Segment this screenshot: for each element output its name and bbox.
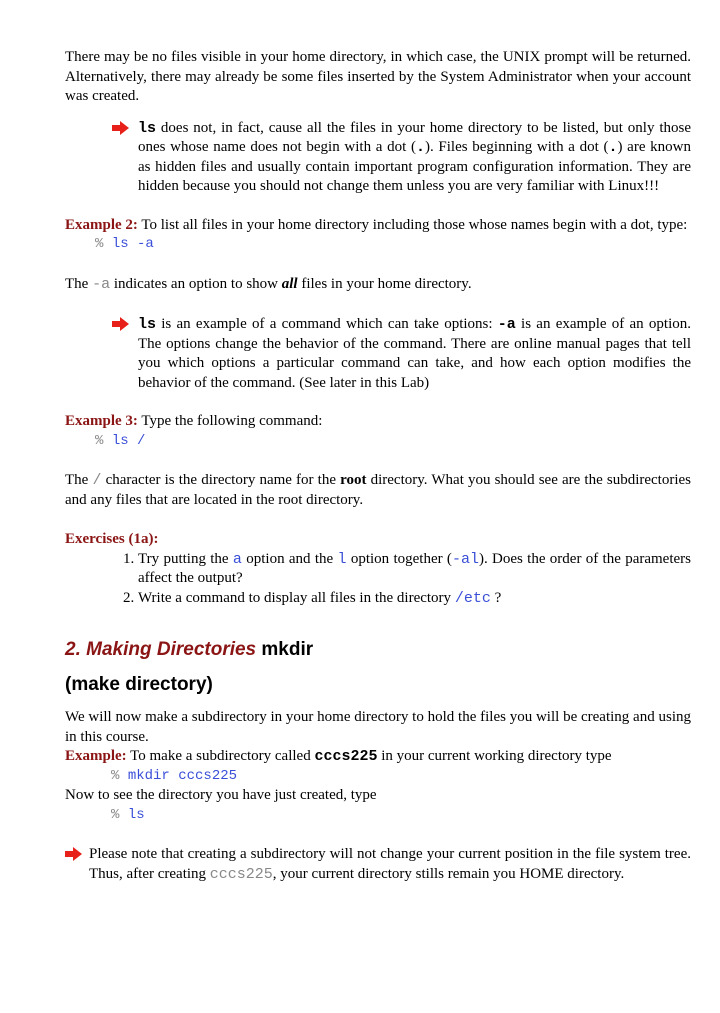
- example-3-label: Example 3:: [65, 413, 138, 429]
- document-page: [65, 48, 691, 884]
- option-l: l: [337, 550, 347, 568]
- example-mkdir: [65, 747, 691, 767]
- prompt-symbol: %: [95, 432, 104, 449]
- dir-name: cccs225: [209, 865, 273, 883]
- options-note: [65, 315, 691, 393]
- text: To make a subdirectory called: [126, 748, 315, 764]
- section-title: 2. Making Directories: [65, 639, 257, 660]
- text: directory. What you should see are the subdirectories and any files that are located in the root directory.: [65, 472, 691, 508]
- text: The: [65, 275, 93, 292]
- note-ls-command: ls: [138, 119, 157, 137]
- text: The: [65, 472, 93, 488]
- text: option together (: [346, 550, 452, 567]
- exercises-title: Exercises (1a):: [65, 531, 159, 547]
- text: ). Does the order of the parameters affect the output?: [138, 550, 691, 586]
- option-al: -al: [451, 550, 479, 568]
- section-command: mkdir: [256, 639, 314, 660]
- section-2-heading: [65, 640, 691, 660]
- mkdir-paragraph: We will now make a subdirectory in your home directory to hold the files you will be creating and using in this course.: [65, 709, 691, 745]
- root-slash: /: [92, 472, 102, 489]
- prompt-symbol: %: [111, 767, 120, 784]
- text: files in your home directory.: [297, 275, 472, 292]
- red-arrow-icon: [112, 317, 129, 331]
- example-2-command-line: [65, 235, 691, 255]
- emphasis-all: all: [281, 275, 298, 292]
- option-a-paragraph: [65, 275, 691, 295]
- example-2-text: To list all files in your home directory including those whose names begin with a dot, type:: [137, 216, 688, 233]
- dir-name: cccs225: [314, 748, 378, 765]
- dot-char: .: [415, 139, 425, 156]
- text: Write a command to display all files in the directory: [138, 589, 455, 606]
- red-arrow-icon: [65, 847, 82, 861]
- note-ls-command: ls: [138, 316, 157, 333]
- note-text: does not, in fact, cause all the files in your home directory to be listed, but only those ones whose name does not begin with a dot (: [138, 119, 691, 155]
- note-text: , your current directory stills remain you HOME directory.: [272, 865, 625, 882]
- section-2-subtitle: (make directory): [65, 673, 213, 695]
- example-3-command-line: [65, 432, 691, 452]
- note-text: is an example of an option. The options change the behavior of the command. There are online manual pages that tell you which options a particular command can take, and how each option modifies the behavior of the command. (See later in this Lab): [138, 316, 691, 391]
- ls-command: ls: [127, 806, 145, 823]
- option-a: -a: [92, 275, 111, 293]
- mkdir-command-line: [65, 767, 691, 787]
- text: indicates an option to show: [110, 275, 282, 292]
- dot-char: .: [608, 139, 618, 156]
- option-a: a: [232, 550, 242, 568]
- note-text: is an example of a command which can take options:: [156, 316, 498, 332]
- root-paragraph: [65, 471, 691, 510]
- intro-paragraph: There may be no files visible in your home directory, in which case, the UNIX prompt will be returned. Alternatively, there may already be some files inserted by the System Administrator when your account was created.: [65, 49, 691, 104]
- text: option and the: [241, 550, 338, 567]
- example-label: Example:: [65, 748, 127, 764]
- example-3-text: Type the following command:: [137, 413, 323, 429]
- example-3: [65, 412, 691, 432]
- prompt-symbol: %: [111, 806, 120, 823]
- note-text: ). Files beginning with a dot (: [424, 139, 609, 155]
- hidden-files-note: [65, 119, 691, 197]
- text: Try putting the: [138, 550, 233, 567]
- subdirectory-note: [65, 845, 691, 884]
- red-arrow-icon: [112, 121, 129, 135]
- option-a: -a: [497, 316, 516, 333]
- exercise-item: [138, 589, 691, 609]
- example-2: [65, 216, 691, 236]
- example-3-command: ls /: [111, 432, 146, 449]
- text: in your current working directory type: [377, 748, 612, 764]
- note-text: Please note that creating a subdirectory will not change your current position in the file system tree. Thus, after creating: [89, 846, 691, 882]
- exercise-item: [138, 550, 691, 589]
- etc-path: /etc: [454, 589, 491, 607]
- root-bold: root: [340, 472, 367, 488]
- prompt-symbol: %: [95, 236, 104, 252]
- text: ?: [490, 589, 502, 606]
- example-2-command: ls -a: [111, 236, 154, 252]
- exercises-list: [65, 550, 691, 609]
- example-2-label: Example 2:: [65, 216, 138, 233]
- see-directory-paragraph: Now to see the directory you have just created, type: [65, 787, 377, 803]
- ls-command-line: [65, 806, 691, 826]
- text: character is the directory name for the: [101, 472, 341, 488]
- note-text: ) are known as hidden files and usually contain important program configuration information. They are hidden because you should not change them unless you are very familiar with Linux!!!: [138, 139, 692, 194]
- mkdir-command: mkdir cccs225: [127, 767, 238, 784]
